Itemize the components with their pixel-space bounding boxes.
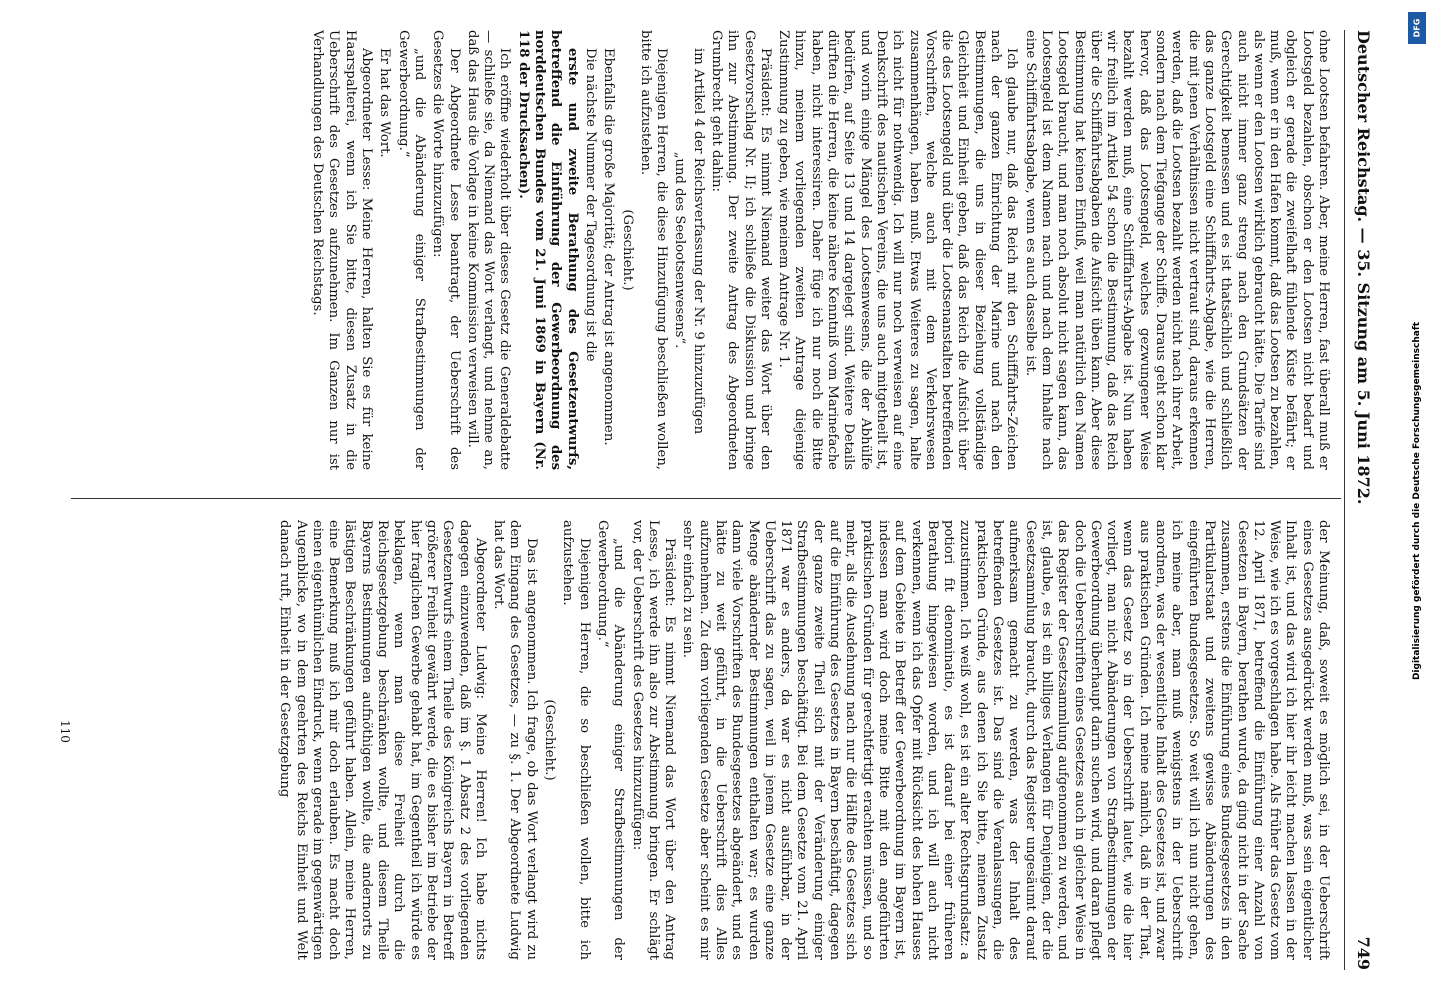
header-rule — [1344, 30, 1345, 970]
right-column — [81, 520, 1331, 960]
paragraph: Ich eröffne wiederholt über dieses Gesetz die Generaldebatte — schließe sie, da Niemand das Wort verlangt, und nehme an, daß das Haus die Vorlage in keine Kommission verweisen will. — [464, 30, 513, 470]
paragraph: (Geschieht.) — [542, 699, 558, 781]
rotated-document-page — [51, 20, 1381, 980]
paragraph: Er hat das Wort. — [377, 48, 393, 158]
paragraph: der Meinung, daß, soweit es möglich sei, in der Ueberschrift eines Gesetzes ausgedrückt werden muß, was sein eigentlicher Inhalt ist, und das wird ich hier ihr leicht machen lassen in der Weise, wie ich es vorgeschlagen habe. Als früher das Gesetz vom 12. April 1871, betreffend die Einführung einer Anzahl von Gesetzen in Bayern, berathen wurde, da ging nicht in der Sache zusammen, erstens die Einführung eines Bundesgesetzes in den Partikularstaat und zweitens gewisse Abänderungen des eingeführten Bundesgesetzes. So weit will ich nun nicht gehen, ich meine aber, man muß wenigstens in der Ueberschrift anordnen, was der wesentliche Inhalt des Gesetzes ist, und zwar aus praktischen Gründen. Ich meine nämlich, daß in der That, wenn das Gesetz so in der Ueberschrift lautet, wie die hier vorliegt, man nicht Abänderungen von Strafbestimmungen der Gewerbeordnung überhaupt darin suchen wird, und daran pflegt doch die Ueberschriften eines Gesetzes auch in gleicher Weise in das Register der Gesetzsammlung aufgenommen zu werden, und ist, glaube, es ist ein billiges Verlangen für Denjenigen, der die Gesetzsammlung braucht, durch das Register ungesäumt darauf aufmerksam gemacht zu werden, was der Inhalt des betreffenden Gesetzes ist. Das sind die Veranlassungen, die praktischen Gründe, aus denen ich Sie bitte, meinem Zusatz zuzustimmen. Ich weiß wohl, es ist ein alter Rechtsgrundsatz: a potiori fit denominatio, es ist darauf bei einer früheren Berathung hingewiesen worden, und ich will auch nicht verkennen, wenn ich das Opfer mit Rücksicht des hohen Hauses auf dem Gebiete in Betreff der Gewerbeordnung im Bayern ist, indessen man wird doch meine Bitte mit den angeführten praktischen Gründen für gerechtfertigt erachten müssen, und so mehr, als die Ausdehnung nach nur die Hälfte des Gesetzes sich auf die Einführung des Gesetzes in Bayern beschäftigt, dagegen der ganze zweite Theil sich mit der Veränderung einiger Strafbestimmungen beschäftigt. Bei dem Gesetze vom 21. April 1871 war es anders, da war es nicht ausführbar, in der Ueberschrift das zu sagen, weil in jenem Gesetze eine ganze Menge abändernder Bestimmungen enthalten war; es wurden dann viele Vorschriften des Bundesgesetzes abgeändert, und es hätte zu weit geführt, in die Ueberschrift dies Alles aufzunehmen. Zu dem vorliegenden Gesetze aber scheint es mir sehr einfach zu sein. — [680, 520, 1331, 960]
paragraph: Abgeordneter Ludwig: Meine Herren! Ich habe nichts dagegen einzuwenden, daß im §. 1 Absatz 2 des vorliegenden Gesetzentwurfs einem Theile des Königreichs Bayern in Betreff größerer Freiheit gewährt werde, die es bisher im Betriebe der hier fraglichen Gewerbe gehabt hat, im Gegentheil ich würde es beklagen, wenn man diese Freiheit durch die Reichsgesetzgebung beschränken wollte, und diesem Theile Bayerns Bestimmungen aufnöthigen wollte, die andernorts zu lästigen Beschränkungen geführt haben. Allein, meine Herren, eine Bemerkung muß ich mir doch erlauben. Es macht doch einen eigenthümlichen Eindruck, wenn gerade im gegenwärtigen Augenblicke, wo in dem geehrten des Reichs Einheit und Welt danach ruft, Einheit in der Gesetzgebung — [277, 520, 488, 960]
page-number: 749 — [1354, 936, 1373, 970]
digitization-credit-strip — [1404, 6, 1430, 996]
left-column — [81, 30, 1331, 470]
paragraph: Der Abgeordnete Lesse beantragt, der Ueberschrift des Gesetzes die Worte hinzuzufügen: — [430, 30, 462, 470]
paragraph: Diejenigen Herren, die so beschließen wollen, bitte ich aufzustehen. — [560, 520, 592, 960]
paragraph: „und des Seelootsenwesens“. — [672, 151, 688, 349]
paragraph: Ich glaube nur, daß das Reich mit den Schifffahrts-Zeichen nach der ganzen Einrichtung der Marine und nach den Bestimmungen, die uns in dieser Beziehung vollständige Gleichheit und Einheit geben, daß das Reich die Aufsicht über die des Lootsengeld und über die Lootsenanstalten betreffenden Vorschriften, welche auch mit dem Verkehrswesen zusammenhängen, haben muß. Etwas Weiteres zu sagen, halte ich nicht für nothwendig. Ich will nur noch verweisen auf eine Denkschrift des nautischen Vereins, die uns auch mitgetheilt ist, und worin einige Mängel des Lootsenwesens, die der Abhülfe bedürfen, auf Seite 13 und 14 dargelegt sind. Weitere Details dürften die Herren, die keine nähere Kenntniß vom Marinefache haben, nicht interessiren. Daher füge ich nur noch die Bitte hinzu, meinem vorliegenden zweiten Antrage diejenige Zustimmung zu geben, wie meinem Antrage Nr. 1. — [776, 30, 1020, 470]
running-title: Deutscher Reichstag. — 35. Sitzung am 5. Juni 1872. — [1354, 30, 1373, 505]
paragraph: ohne Lootsen befahren. Aber, meine Herren, fast überall muß er Lootsgeld bezahlen, obschon er den Lootsen nicht bedarf und obgleich er gerade die zweifelhaft fühlende Küste befährt; er muß, wenn er in den Hafen kommt, daß das Lootsen zu bezahlen, als wenn er den Lootsen wirklich gebraucht hätte. Die Tarife sind auch nicht immer ganz streng nach den Grundsätzen der Gerechtigkeit bemessen und es ist thatsächlich und schließlich das ganze Lootsgeld eine Schifffahrts-Abgabe, wie die Herren, die mit jenen Verhältnissen nicht vertraut sind, daraus erkennen werden, daß die Lootsen bezahlt werden nicht nach ihrer Arbeit, sondern nach dem Tiefgange der Schiffe. Daraus geht schon klar hervor, daß das Lootsengeld, welches gezwungener Weise bezahlt werden muß, eine Schifffahrts-Abgabe ist. Nun haben wir freilich im Artikel 54 schon die Bestimmung, daß das Reich über die Schifffahrtsabgaben die Aufsicht üben kann. Aber diese Bestimmung hat keinen Einfluß, weil man natürlich den Namen Lootsgeld braucht, und man noch absolut nicht sagen kann, das Lootsengeld ist dem Namen nach und nach dem Inhalte nach eine Schifffahrtsabgabe, wenn es auch dasselbe ist. — [1022, 30, 1331, 470]
paragraph: Diejenigen Herren, die diese Hinzufügung beschließen wollen, bitte ich aufzustehen. — [637, 30, 670, 470]
paragraph: Präsident: Es nimmt Niemand das Wort über den Antrag Lesse, ich werde ihn also zur Abstimmung bringen. Er schlägt vor, der Ueberschrift des Gesetzes hinzuzufügen: — [629, 520, 678, 960]
digitization-credit-text: Digitalisierung gefördert durch die Deutsche Forschungsgemeinschaft — [1412, 321, 1422, 681]
dfg-logo: DFG — [1408, 12, 1426, 44]
signature-number: 110 — [58, 720, 73, 743]
paragraph: Abgeordneter Lesse: Meine Herren, halten Sie es für keine Haarspalterei, wenn ich Sie bitte, diesen Zusatz in die Ueberschrift des Gesetzes aufzunehmen. Im Ganzen nur ist Verhandlungen des Deutschen Reichstags. — [310, 30, 375, 470]
paragraph: (Geschieht.) — [619, 209, 635, 291]
paragraph: „und die Abänderung einiger Strafbestimmungen der Gewerbeordnung.“ — [594, 520, 627, 960]
paragraph: erste und zweite Berathung des Gesetzentwurfs, betreffend die Einführung der Gewerbeordnung des norddeutschen Bundes vom 21. Juni 1869 in Bayern (Nr. 118 der Drucksachen). — [515, 30, 580, 470]
paragraph: im Artikel 4 der Reichsverfassung der Nr. 9 hinzuzufügen — [690, 48, 706, 435]
paragraph: Ebenfalls die große Majorität; der Antrag ist angenommen. — [601, 48, 617, 446]
paragraph: Die nächste Nummer der Tagesordnung ist die — [582, 48, 598, 362]
paragraph: Das ist angenommen. Ich frage, ob das Wort verlangt wird zu dem Eingang des Gesetzes, — zu §. 1. Der Abgeordnete Ludwig hat das Wort. — [491, 520, 539, 960]
paragraph: „und die Abänderung einiger Strafbestimmungen der Gewerbeordnung.“ — [395, 30, 427, 470]
paragraph: Präsident: Es nimmt Niemand weiter das Wort über den Gesetzvorschlag Nr. II; ich schließe die Diskussion und bringe ihn zur Abstimmung. Der zweite Antrag des Abgeordneten Grumbrecht geht dahin: — [709, 30, 773, 470]
column-divider — [71, 498, 1341, 499]
page-header — [1347, 30, 1371, 970]
